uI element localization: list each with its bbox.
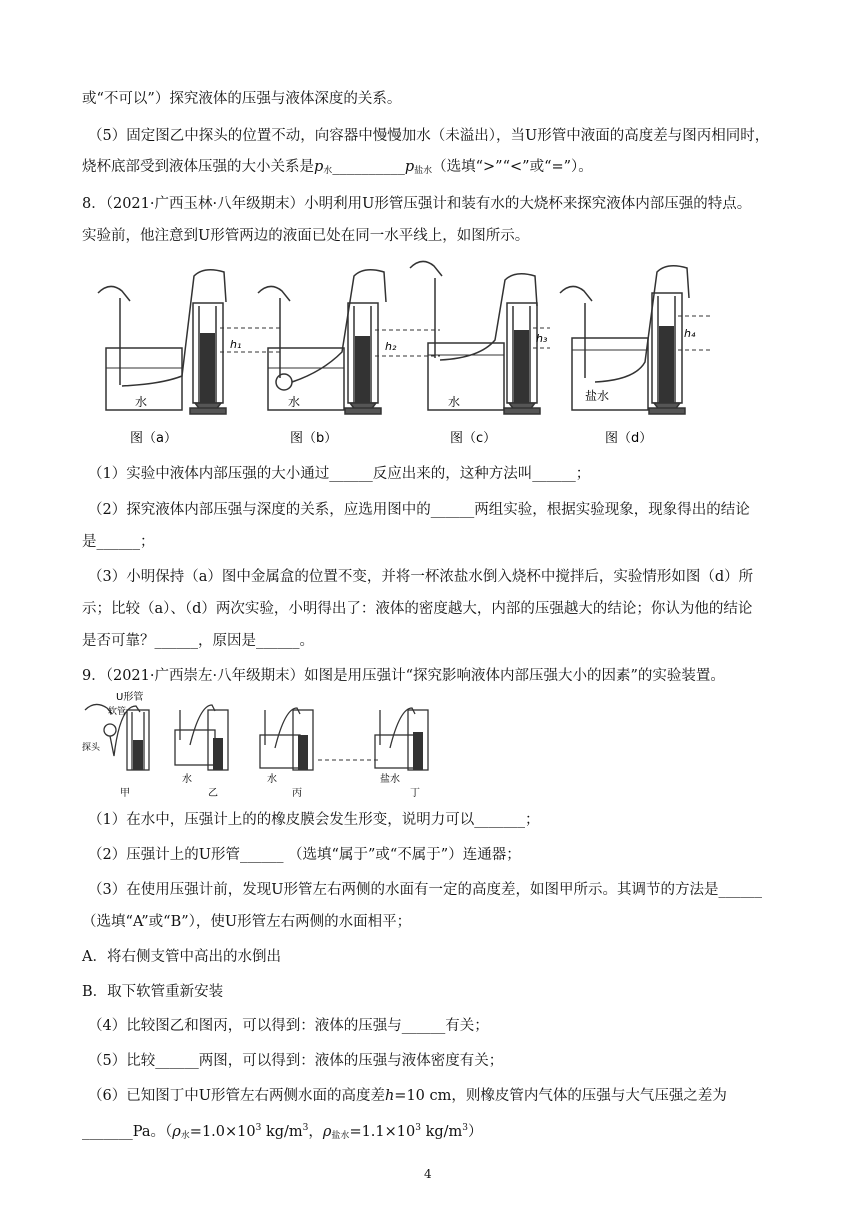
text-line [88,1086,727,1106]
subscript: 水 [180,1131,190,1141]
text-line: （2）压强计上的U形管______ （选填“属于”或“不属于”）连通器； [88,847,521,863]
superscript: 3 [302,1123,309,1133]
liquid-label: 水 [182,774,192,785]
h2-label: h₂ [385,340,397,353]
text-line: 是______； [82,534,155,550]
text-line: （5）比较______两图，可以得到：液体的压强与液体密度有关； [88,1053,504,1069]
answer-blank: __________ [332,159,405,175]
symbol-h: h [384,1088,395,1104]
figure-9-apparatus [80,690,440,800]
superscript: 3 [255,1123,262,1133]
symbol-p: p [314,159,324,175]
text-line: （2）探究液体内部压强与深度的关系，应选用图中的______两组实验，根据实验现象，现象得出的结论 [88,502,750,518]
h4-label: h₄ [684,327,696,340]
subscript: 盐水 [331,1131,350,1141]
text-line: 是否可靠？______，原因是______。 [82,633,314,649]
text-span: =1.1×10 [349,1124,416,1140]
text-span: （6）已知图丁中U形管左右两侧水面的高度差 [88,1088,385,1104]
text-span: kg/m [261,1124,303,1140]
liquid-label: 水 [135,395,148,409]
liquid-label: 水 [267,774,277,785]
probe-label: 探头 [82,743,101,753]
u-tube-label: U形管 [116,692,144,703]
superscript: 3 [462,1123,469,1133]
text-span: =10 cm，则橡皮管内气体的压强与大气压强之差为 [394,1088,727,1104]
text-line [82,1118,483,1146]
text-line: （4）比较图乙和图丙，可以得到：液体的压强与______有关； [88,1018,489,1034]
page-number: 4 [424,1167,432,1181]
liquid-label: 水 [448,395,461,409]
text-line: （3）小明保持（a）图中金属盒的位置不变，并将一杯浓盐水倒入烧杯中搅拌后，实验情形如图（d）所 [88,569,754,585]
subscript: 水 [323,166,333,176]
hose-label: 软管 [108,707,127,717]
liquid-label: 水 [288,395,301,409]
figure-caption: 图（a） [130,431,177,446]
text-line: （选填“A”或“B”），使U形管左右两侧的水面相平； [82,914,412,930]
text-line: 实验前，他注意到U形管两边的液面已处在同一水平线上，如图所示。 [82,228,530,244]
question-8-title: 8．（2021·广西玉林·八年级期末）小明利用U形管压强计和装有水的大烧杯来探究液体内部压强的特点。 [82,196,752,212]
text-line: 或“不可以”）探究液体的压强与液体深度的关系。 [82,91,402,107]
symbol-p: p [404,159,415,175]
text-span: 烧杯底部受到液体压强的大小关系是 [82,159,314,175]
option-a: A．将右侧支管中高出的水倒出 [82,949,281,965]
text-line: （5）固定图乙中探头的位置不动，向容器中慢慢加水（未溢出），当U形管中液面的高度差与图丙相同时， [88,128,770,144]
liquid-label: 盐水 [380,774,400,785]
text-span: kg/m [420,1124,463,1140]
text-line: （3）在使用压强计前，发现U形管左右两侧的水面有一定的高度差，如图甲所示。其调节的方法是______ [88,882,762,898]
liquid-label: 盐水 [585,389,610,403]
h3-label: h₃ [536,332,548,345]
text-span: =1.0×10 [189,1124,256,1140]
option-b: B．取下软管重新安装 [82,984,224,1000]
symbol-rho: ρ [322,1124,332,1140]
figure-caption: 丙 [292,788,302,799]
figure-caption: 图（d） [605,431,653,446]
text-line: 示；比较（a）、（d）两次实验，小明得出了：液体的密度越大，内部的压强越大的结论；你认为他的结论 [82,601,753,617]
question-9-title: 9．（2021·广西崇左·八年级期末）如图是用压强计“探究影响液体内部压强大小的因素”的实验装置。 [82,668,725,684]
figure-caption: 图（b） [290,431,338,446]
subscript: 盐水 [414,166,433,176]
text-span: （选填“>”“<”或“=”）。 [432,159,593,175]
text-span: ， [308,1124,323,1140]
text-line [82,157,593,181]
superscript: 3 [415,1123,421,1133]
symbol-rho: ρ [172,1124,181,1140]
figure-caption: 丁 [410,788,420,799]
figure-caption: 图（c） [450,431,497,446]
figure-caption: 甲 [120,788,130,799]
figure-8-apparatus [80,258,720,448]
h1-label: h₁ [230,338,242,351]
text-span: ） [468,1124,483,1140]
text-span: _______Pa。（ [82,1124,173,1140]
figure-caption: 乙 [208,788,218,799]
text-line: （1）在水中，压强计上的的橡皮膜会发生形变，说明力可以_______； [88,812,540,828]
text-line: （1）实验中液体内部压强的大小通过______反应出来的，这种方法叫______； [88,466,591,482]
